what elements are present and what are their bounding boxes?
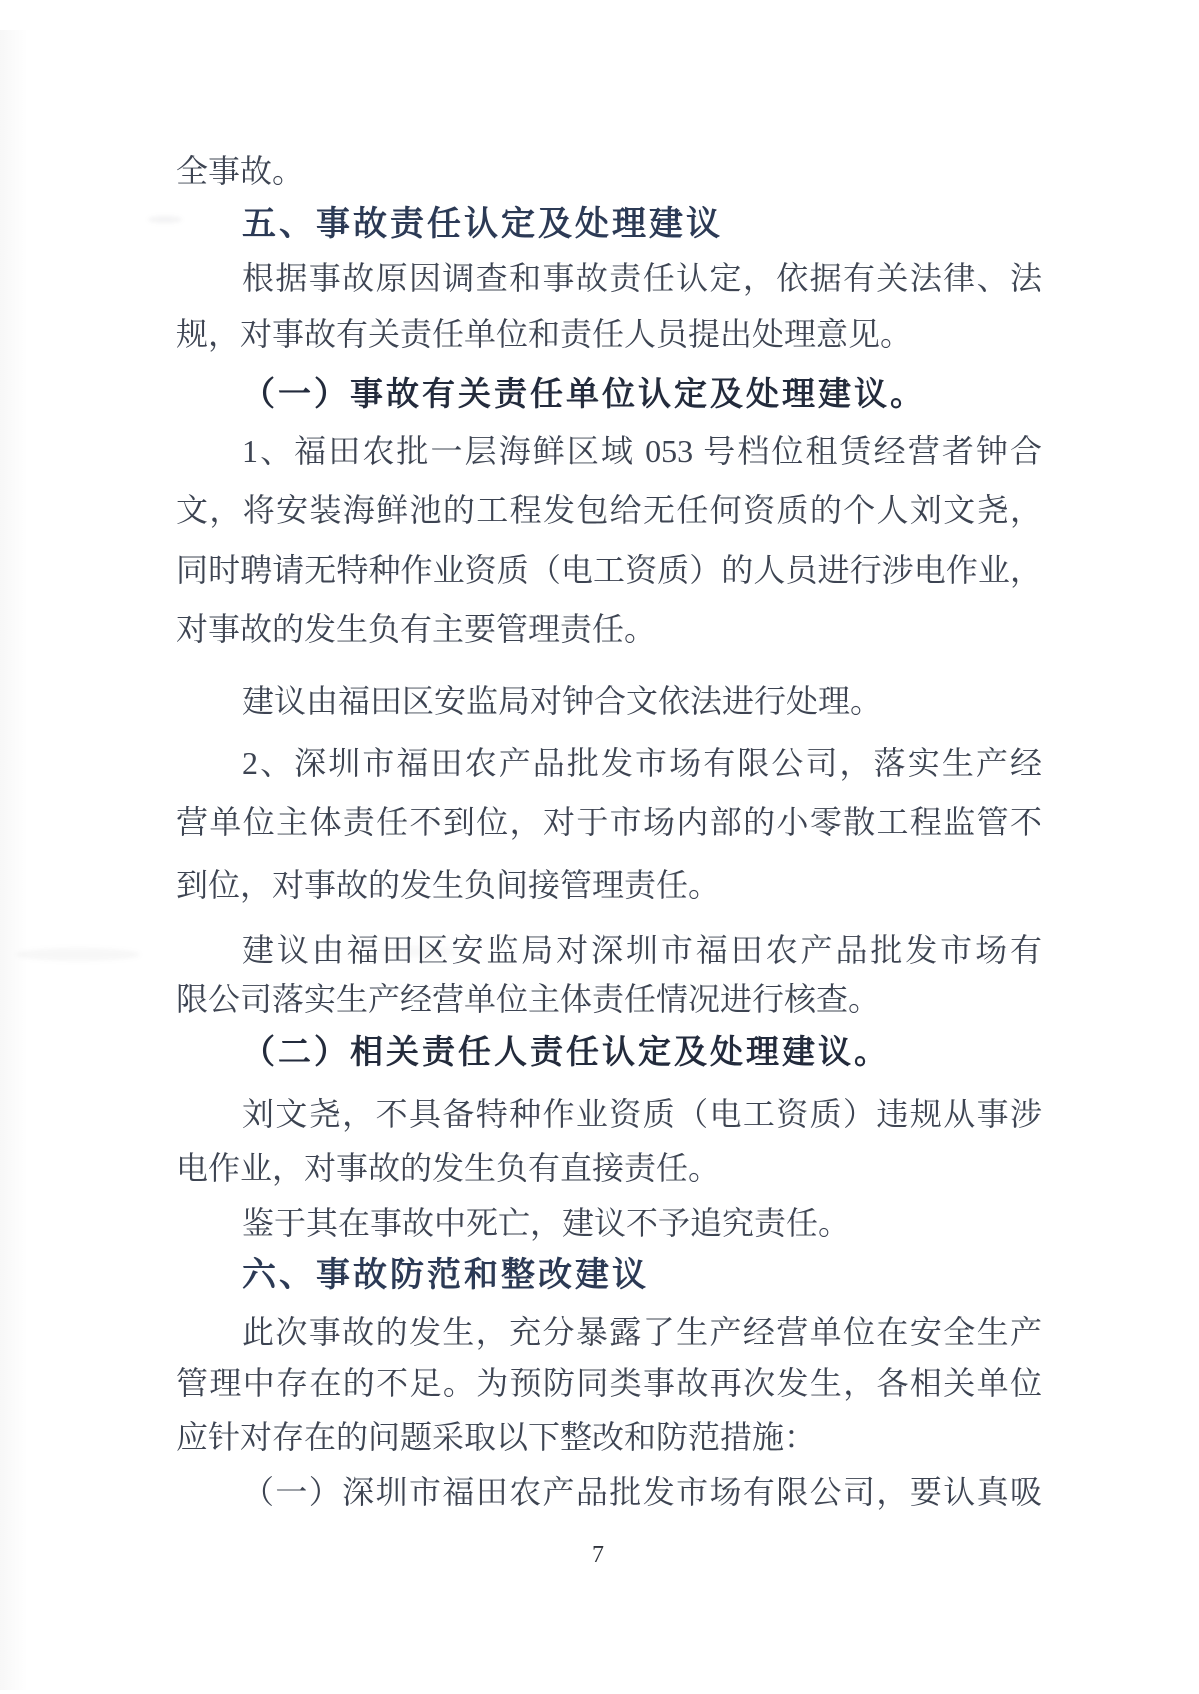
text-line-body: 限公司落实生产经营单位主体责任情况进行核查。	[176, 981, 881, 1017]
text-line-heading: 六、事故防范和整改建议	[242, 1256, 649, 1294]
text-line-subheading: （一）事故有关责任单位认定及处理建议。	[242, 377, 926, 413]
text-line-body: 1、福田农批一层海鲜区域 053 号档位租赁经营者钟合	[242, 433, 1042, 469]
scan-edge-streak	[0, 30, 28, 1690]
text-line-body: 管理中存在的不足。为预防同类事故再次发生，各相关单位	[176, 1365, 1042, 1401]
text-line-body: 到位，对事故的发生负间接管理责任。	[176, 867, 721, 903]
page-number: 7	[592, 1542, 604, 1568]
text-line-body: 对事故的发生负有主要管理责任。	[176, 611, 657, 647]
text-line-body: 根据事故原因调查和事故责任认定，依据有关法律、法	[242, 260, 1042, 296]
text-line-body: 营单位主体责任不到位，对于市场内部的小零散工程监管不	[176, 804, 1042, 840]
text-line-body: 此次事故的发生，充分暴露了生产经营单位在安全生产	[242, 1314, 1042, 1350]
text-line-body: （一）深圳市福田农产品批发市场有限公司，要认真吸	[242, 1474, 1042, 1510]
text-line-body: 2、深圳市福田农产品批发市场有限公司，落实生产经	[242, 745, 1042, 781]
text-line-body: 电作业，对事故的发生负有直接责任。	[176, 1150, 721, 1186]
text-line-body: 刘文尧，不具备特种作业资质（电工资质）违规从事涉	[242, 1096, 1042, 1132]
text-line-body: 全事故。	[176, 153, 305, 189]
text-line-body: 建议由福田区安监局对深圳市福田农产品批发市场有	[242, 932, 1042, 968]
text-line-heading: 五、事故责任认定及处理建议	[242, 205, 723, 243]
text-line-body: 鉴于其在事故中死亡，建议不予追究责任。	[242, 1205, 851, 1241]
text-line-subheading: （二）相关责任人责任认定及处理建议。	[242, 1035, 890, 1071]
text-line-body: 规，对事故有关责任单位和责任人员提出处理意见。	[176, 316, 913, 352]
scan-artifact	[16, 948, 140, 961]
text-line-body: 文，将安装海鲜池的工程发包给无任何资质的个人刘文尧，	[176, 492, 1042, 528]
text-line-body: 应针对存在的问题采取以下整改和防范措施：	[176, 1419, 817, 1455]
text-line-body: 建议由福田区安监局对钟合文依法进行处理。	[242, 683, 883, 719]
text-line-body: 同时聘请无特种作业资质（电工资质）的人员进行涉电作业，	[176, 552, 1042, 588]
